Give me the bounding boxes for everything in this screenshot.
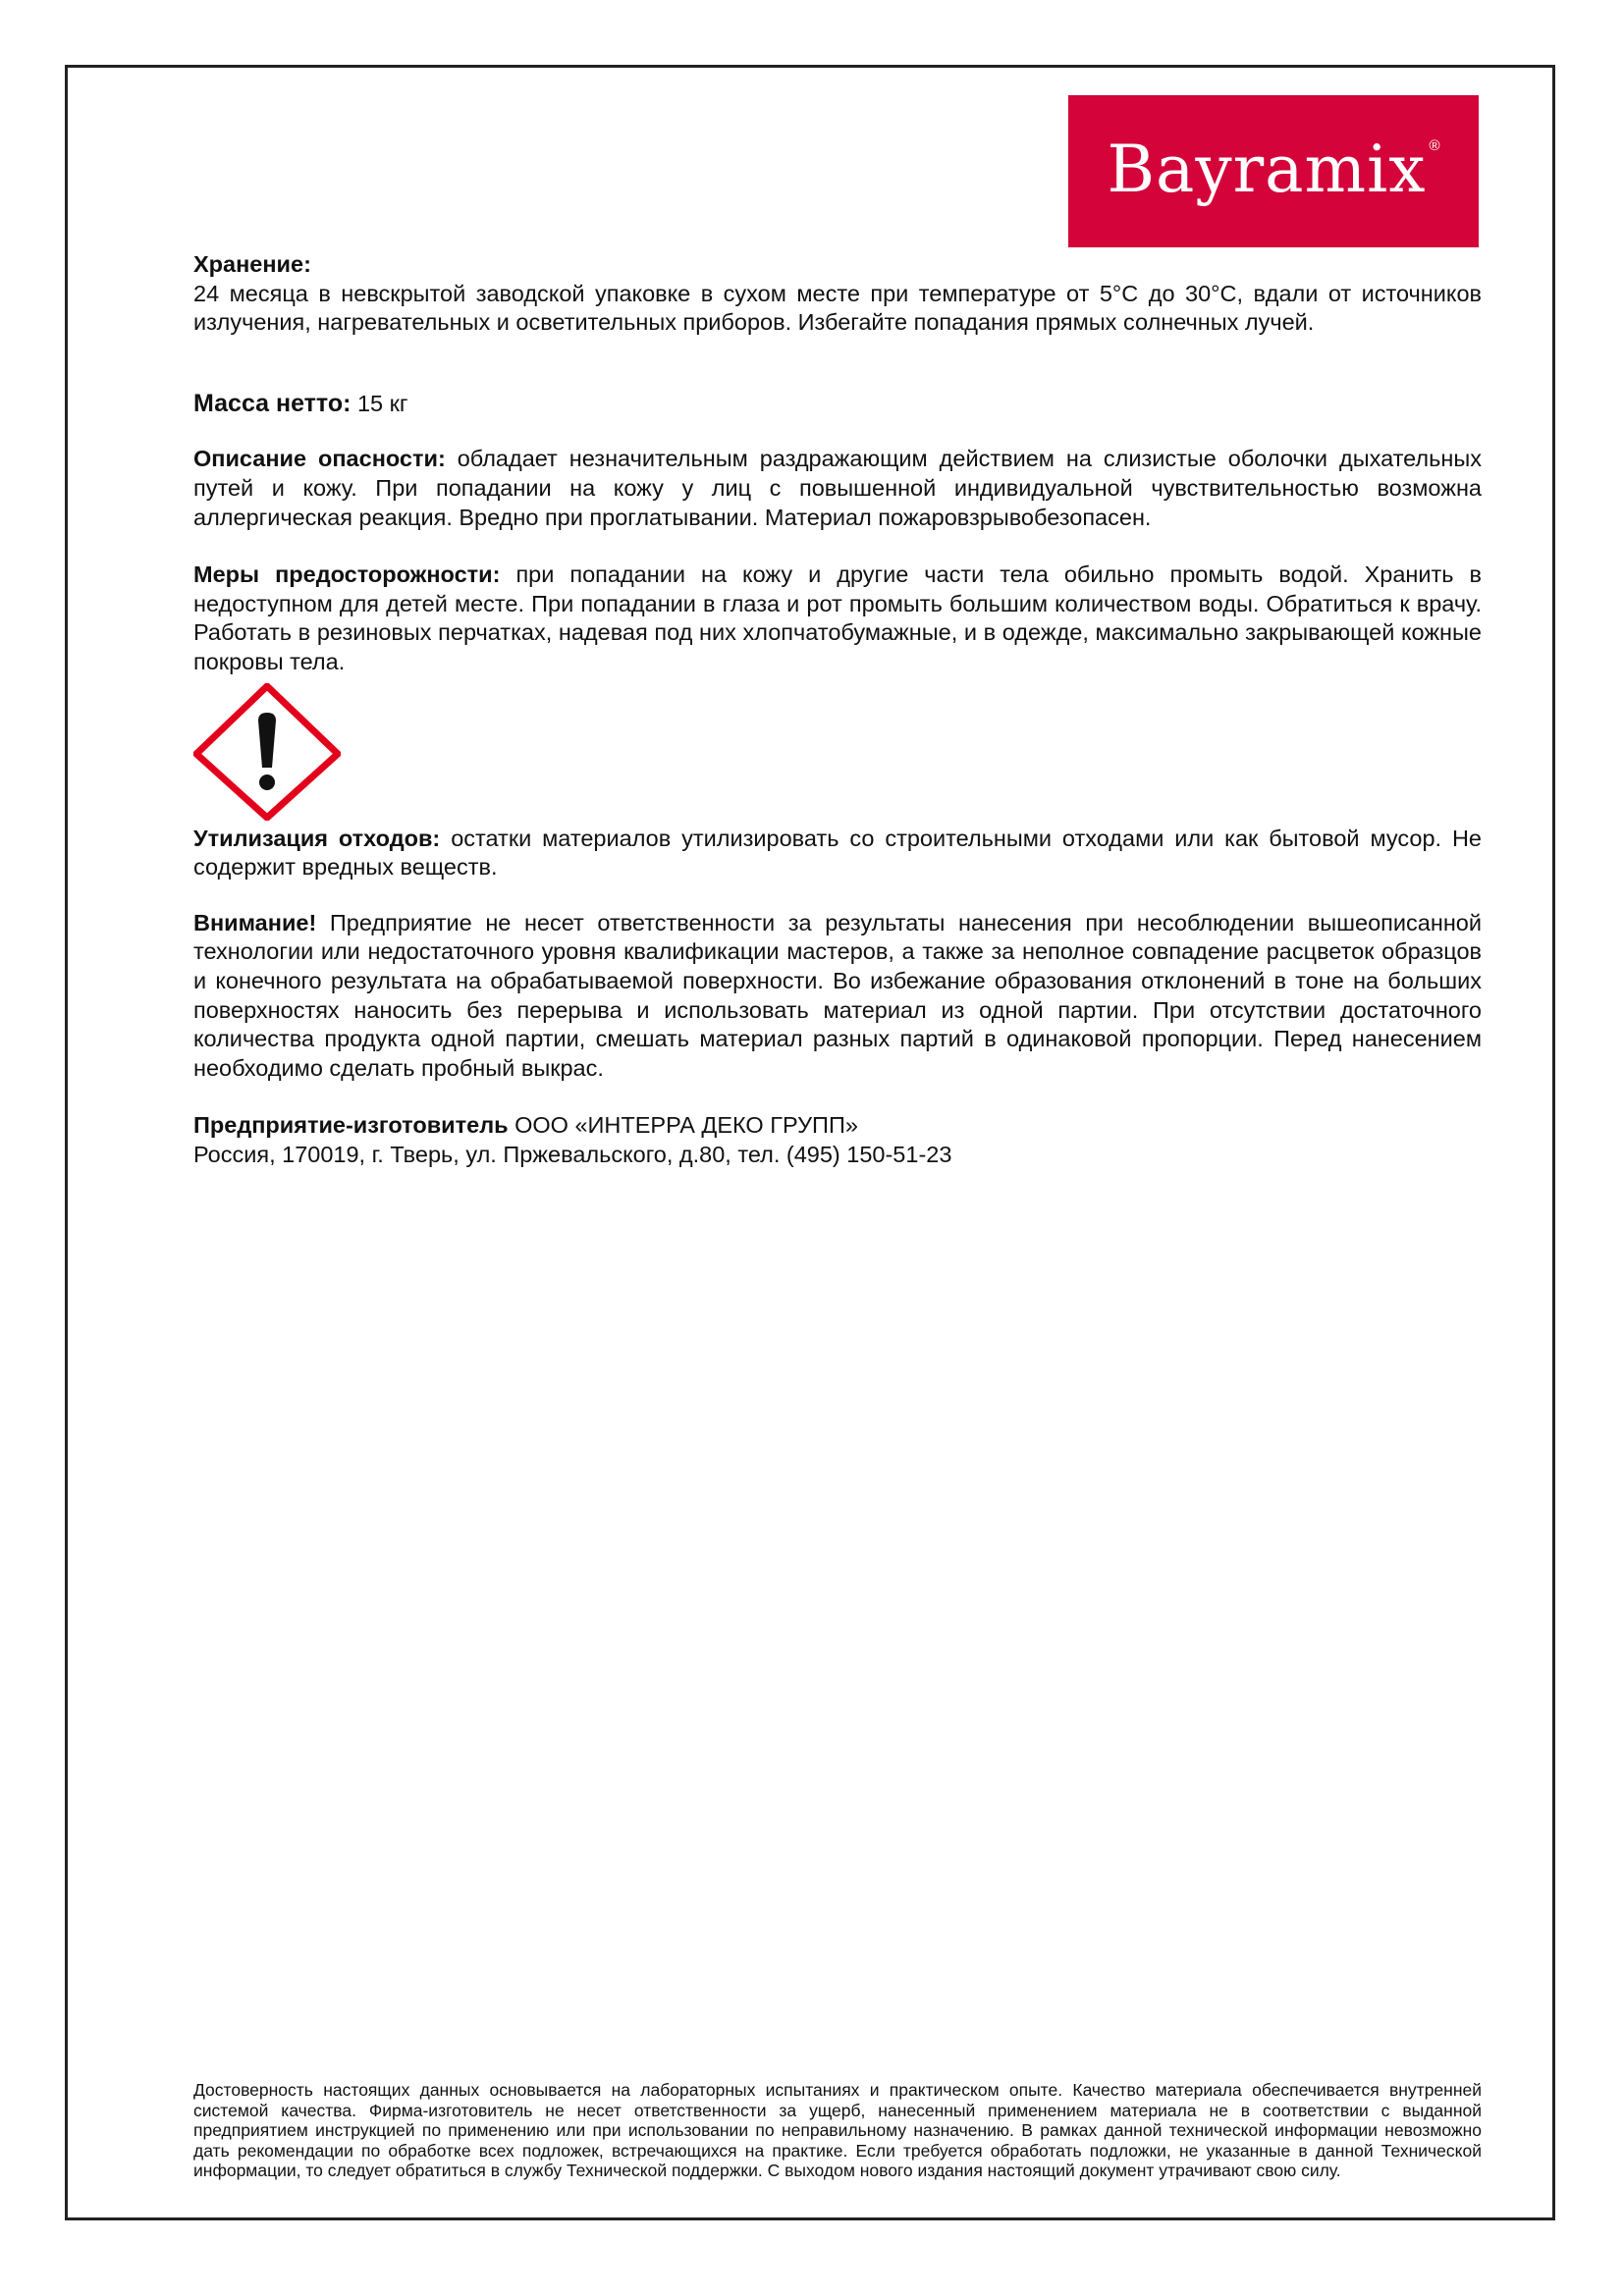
manufacturer-label: Предприятие-изготовитель (193, 1112, 509, 1139)
hazard-label: Описание опасности: (193, 446, 446, 472)
warning-paragraph (193, 909, 1482, 1084)
mass-value: 15 кг (356, 390, 408, 416)
pictogram-section (193, 683, 1482, 821)
precautions-section (193, 561, 1482, 676)
precautions-paragraph (193, 561, 1482, 676)
disposal-paragraph (193, 825, 1482, 882)
document-body (193, 250, 1482, 1169)
footer-disclaimer: Достоверность настоящих данных основывается на лабораторных испытаниях и практическом опыте. Качество материала обеспечивается внутренней системой качества. Фирма-изготовитель не несет ответственности за ущерб, нанесенный применением материала не в соответствии с выданной предприятием инструкцией по применению или при использовании по неправильному назначению. В рамках данной технической информации невозможно дать рекомендации по обработке всех подложек, встречающихся на практике. Если требуется обработать подложки, не указанные в данной Технической информации, то следует обратиться в службу Технической поддержки. С выходом нового издания настоящий документ утрачивают свою силу. (193, 2080, 1482, 2181)
hazard-paragraph (193, 445, 1482, 532)
brand-logo (1068, 95, 1479, 247)
warning-section (193, 909, 1482, 1084)
hazard-text: обладает незначительным раздражающим действием на слизистые оболочки дыхательных путей и кожу. При попадании на кожу у лиц с повышенной индивидуальной чувствительностью возможна аллергическая реакция. Вредно при проглатывании. Материал пожаровзрывобезопасен. (193, 446, 1482, 530)
brand-logo-text: Bayramix (1107, 132, 1427, 207)
manufacturer-name: ООО «ИНТЕРРА ДЕКО ГРУПП» (514, 1112, 858, 1139)
manufacturer-section (193, 1111, 1482, 1169)
precautions-text: при попадании на кожу и другие части тела обильно промыть водой. Хранить в недоступном для детей месте. При попадании в глаза и рот промыть большим количеством воды. Обратиться к врачу. Работать в резиновых перчатках, надевая под них хлопчатобумажные, и в одежде, максимально закрывающей кожные покровы тела. (193, 561, 1483, 674)
warning-label: Внимание! (193, 909, 317, 935)
hazard-section (193, 445, 1482, 532)
storage-section (193, 250, 1482, 338)
manufacturer-address: Россия, 170019, г. Тверь, ул. Пржевальского, д.80, тел. (495) 150-51-23 (193, 1141, 952, 1167)
registered-mark: ® (1429, 137, 1440, 154)
mass-label: Масса нетто: (193, 389, 352, 417)
disposal-section (193, 825, 1482, 882)
storage-text: 24 месяца в невскрытой заводской упаковке в сухом месте при температуре от 5°С до 30°С, вдали от источников излучения, нагревательных и осветительных приборов. Избегайте попадания прямых солнечных лучей. (193, 280, 1482, 336)
warning-text: Предприятие не несет ответственности за результаты нанесения при несоблюдении вышеописанной технологии или недостаточного уровня квалификации мастеров, а также за неполное совпадение расцветок образцов и конечного результата на обрабатываемой поверхности. Во избежание образования отклонений в тоне на больших поверхностях наносить без перерыва и использовать материал из одной партии. При отсутствии достаточного количества продукта одной партии, смешать материал разных партий в одинаковой пропорции. Перед нанесением необходимо сделать пробный выкрас. (193, 909, 1482, 1081)
ghs-exclamation-mark-icon (193, 683, 341, 821)
disposal-text: остатки материалов утилизировать со строительными отходами или как бытовой мусор. Не содержит вредных веществ. (193, 825, 1482, 881)
disposal-label: Утилизация отходов: (193, 825, 441, 851)
mass-section (193, 390, 1482, 419)
precautions-label: Меры предосторожности: (193, 561, 501, 588)
storage-heading: Хранение: (193, 251, 311, 277)
manufacturer-line (193, 1111, 1482, 1141)
